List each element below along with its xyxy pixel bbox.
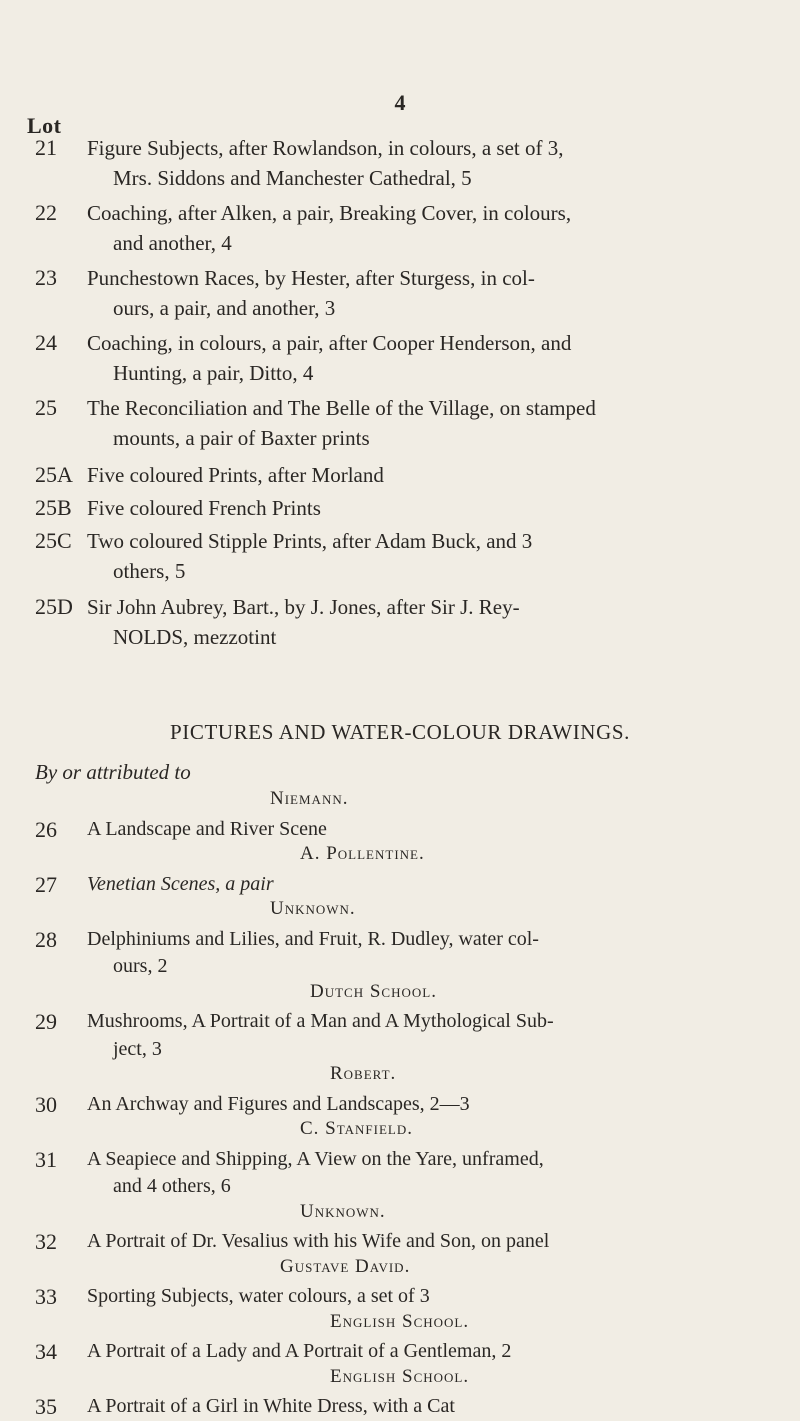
section-heading: PICTURES AND WATER-COLOUR DRAWINGS. bbox=[170, 720, 630, 744]
lot-number: 33 bbox=[35, 1284, 57, 1309]
lot-entry bbox=[35, 1338, 785, 1366]
lot-description-cont: and another, 4 bbox=[113, 231, 232, 255]
lot-number: 25 bbox=[35, 395, 57, 420]
lot-description: Venetian Scenes, a pair bbox=[87, 872, 274, 895]
artist-name: Gustave David. bbox=[280, 1255, 411, 1277]
lot-description: The Reconciliation and The Belle of the Village, on stamped bbox=[87, 396, 596, 420]
lot-description-cont: others, 5 bbox=[113, 559, 186, 583]
lot-number: 23 bbox=[35, 265, 57, 290]
lot-description: Sporting Subjects, water colours, a set of 3 bbox=[87, 1285, 430, 1307]
lot-entry bbox=[35, 133, 785, 193]
artist-name: Robert. bbox=[330, 1063, 397, 1084]
lot-description: Delphiniums and Lilies, and Fruit, R. Dudley, water col- bbox=[87, 927, 539, 950]
artist-name: Niemann. bbox=[270, 788, 349, 809]
lot-description-cont: ours, 2 bbox=[113, 955, 168, 977]
lot-description-cont: mounts, a pair of Baxter prints bbox=[113, 426, 370, 450]
lot-description: A Portrait of a Girl in White Dress, with a Cat bbox=[87, 1395, 455, 1417]
lot-number: 25A bbox=[35, 462, 73, 487]
lot-entry bbox=[35, 526, 785, 586]
lot-description-cont: and 4 others, 6 bbox=[113, 1175, 231, 1197]
lot-number: 29 bbox=[35, 1009, 57, 1034]
lot-number: 31 bbox=[35, 1146, 57, 1172]
lot-number: 27 bbox=[35, 871, 57, 897]
lot-description: Figure Subjects, after Rowlandson, in colours, a set of 3, bbox=[87, 136, 564, 160]
lot-number: 25B bbox=[35, 495, 72, 520]
lot-description: Sir John Aubrey, Bart., by J. Jones, after Sir J. Rey- bbox=[87, 595, 520, 619]
lot-description: Coaching, after Alken, a pair, Breaking Cover, in colours, bbox=[87, 201, 572, 225]
lot-description: Punchestown Races, by Hester, after Sturgess, in col- bbox=[87, 266, 535, 290]
byline: By or attributed to bbox=[35, 760, 191, 784]
lot-column-header: Lot bbox=[27, 113, 62, 138]
lot-description: Coaching, in colours, a pair, after Cooper Henderson, and bbox=[87, 331, 572, 355]
artist-name: English School. bbox=[330, 1310, 470, 1332]
lot-number: 34 bbox=[35, 1339, 57, 1364]
lot-entry bbox=[35, 393, 785, 453]
lot-number: 26 bbox=[35, 816, 57, 842]
page-number: 4 bbox=[394, 90, 406, 115]
artist-name: Dutch School. bbox=[310, 980, 437, 1002]
lot-entry bbox=[35, 460, 785, 490]
lot-entry bbox=[35, 1228, 785, 1256]
lot-number: 25D bbox=[35, 594, 73, 619]
lot-description-cont: Hunting, a pair, Ditto, 4 bbox=[113, 361, 314, 385]
lot-number: 32 bbox=[35, 1229, 57, 1254]
lot-number: 22 bbox=[35, 200, 57, 225]
lot-entry bbox=[35, 592, 785, 652]
lot-description: A Seapiece and Shipping, A View on the Yare, unframed, bbox=[87, 1147, 544, 1170]
artist-name: A. Pollentine. bbox=[300, 843, 425, 864]
lot-entry bbox=[35, 871, 785, 899]
lot-entry bbox=[35, 493, 785, 523]
lot-entry bbox=[35, 1393, 785, 1421]
lot-number: 35 bbox=[35, 1394, 57, 1419]
lot-description-cont: NOLDS, mezzotint bbox=[113, 625, 277, 649]
lot-description-cont: ours, a pair, and another, 3 bbox=[113, 296, 336, 320]
lot-description: A Landscape and River Scene bbox=[87, 817, 327, 840]
lot-entry bbox=[35, 1146, 785, 1201]
lot-description: Two coloured Stipple Prints, after Adam Buck, and 3 bbox=[87, 529, 533, 553]
lot-entry bbox=[35, 1091, 785, 1119]
lot-description-cont: ject, 3 bbox=[113, 1037, 162, 1060]
artist-name: C. Stanfield. bbox=[300, 1118, 413, 1139]
lot-description: A Portrait of Dr. Vesalius with his Wife and Son, on panel bbox=[87, 1230, 550, 1252]
lot-number: 21 bbox=[35, 135, 57, 160]
lot-description: Five coloured French Prints bbox=[87, 496, 321, 520]
lot-description: Mushrooms, A Portrait of a Man and A Mythological Sub- bbox=[87, 1010, 554, 1032]
lot-number: 24 bbox=[35, 330, 57, 355]
lot-description: An Archway and Figures and Landscapes, 2—3 bbox=[87, 1092, 470, 1115]
lot-number: 25C bbox=[35, 528, 72, 553]
lot-entry bbox=[35, 328, 785, 388]
lot-entry bbox=[35, 926, 785, 981]
lot-entry bbox=[35, 263, 785, 323]
lot-number: 30 bbox=[35, 1091, 57, 1117]
lot-entry bbox=[35, 1008, 785, 1063]
artist-name: Unknown. bbox=[270, 898, 356, 919]
lot-entry bbox=[35, 1283, 785, 1311]
artist-name: English School. bbox=[330, 1365, 470, 1387]
lot-description: Five coloured Prints, after Morland bbox=[87, 463, 384, 487]
lot-entry bbox=[35, 816, 785, 844]
lot-description: A Portrait of a Lady and A Portrait of a Gentleman, 2 bbox=[87, 1340, 512, 1362]
lot-number: 28 bbox=[35, 926, 57, 952]
artist-name: Unknown. bbox=[300, 1200, 386, 1222]
lot-entry bbox=[35, 198, 785, 258]
lot-description-cont: Mrs. Siddons and Manchester Cathedral, 5 bbox=[113, 166, 472, 190]
